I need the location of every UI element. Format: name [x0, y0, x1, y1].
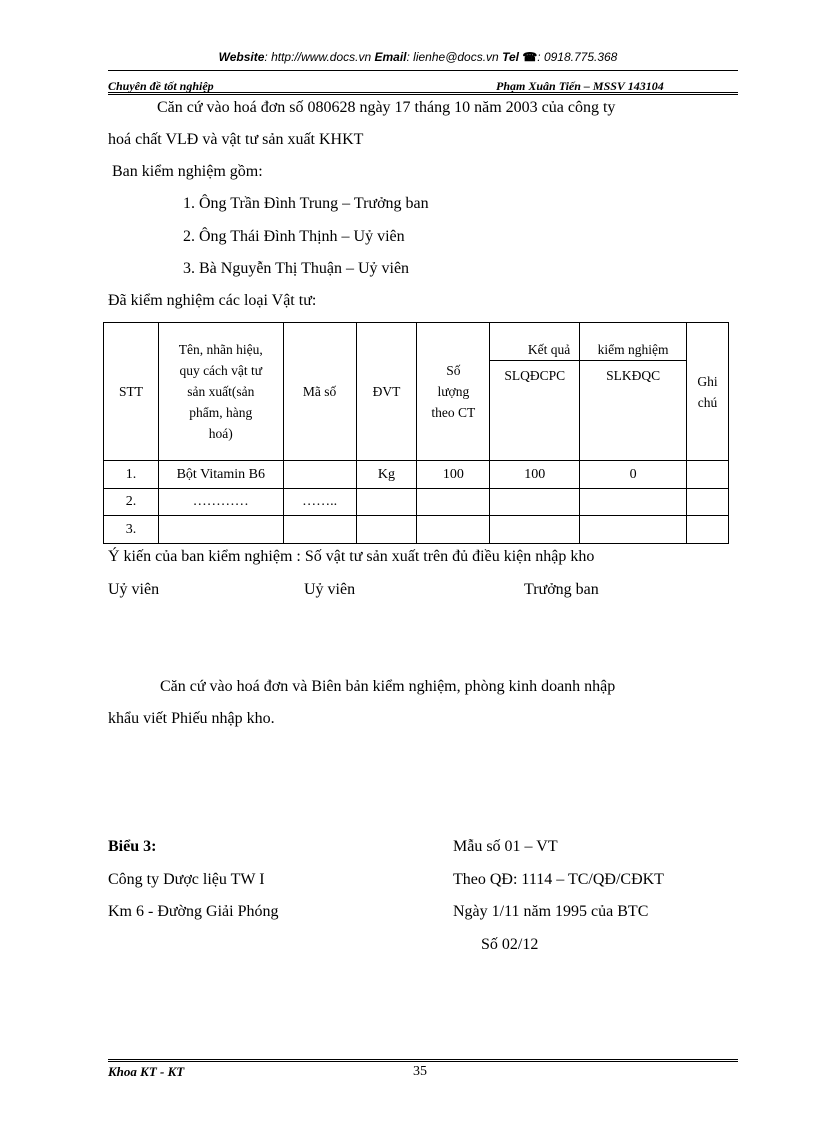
- cell-note: [687, 461, 729, 489]
- cell-slq: [490, 516, 580, 544]
- header-slk-label: SLKĐQC: [606, 368, 661, 383]
- header-unit: ĐVT: [356, 323, 417, 461]
- form-address: Km 6 - Đường Giải Phóng: [108, 903, 279, 920]
- website-value: : http://www.docs.vn: [264, 50, 372, 64]
- cell-code: ……..: [283, 489, 356, 516]
- header-rule-bottom-2: [108, 94, 738, 95]
- cell-slq: 100: [490, 461, 580, 489]
- member-2: 2. Ông Thái Đình Thịnh – Uỷ viên: [183, 228, 405, 245]
- header-slq: [490, 323, 580, 461]
- header-result-a: Kết quả: [490, 339, 580, 361]
- cell-code: [283, 516, 356, 544]
- header-note: [687, 323, 729, 461]
- header-note-line: Ghi: [697, 373, 718, 389]
- intro-line-2: hoá chất VLĐ và vật tư sản xuất KHKT: [108, 131, 364, 148]
- tested-label: Đã kiểm nghiệm các loại Vật tư:: [108, 292, 317, 309]
- cell-unit: [356, 489, 417, 516]
- header-slk: [580, 323, 687, 461]
- header-name-line: quy cách vật tư: [179, 363, 263, 378]
- cell-slq: [490, 489, 580, 516]
- signature-member-1: Uỷ viên: [108, 581, 160, 598]
- header-stt: STT: [104, 323, 159, 461]
- header-right-note: Phạm Xuân Tiến – MSSV 143104: [496, 79, 664, 93]
- tel-label: Tel: [502, 50, 519, 64]
- cell-name: [158, 516, 283, 544]
- table-row: [104, 489, 729, 516]
- header-qty-line: theo CT: [431, 405, 476, 420]
- signature-head: Trưởng ban: [524, 581, 599, 598]
- table-header-row: [104, 323, 729, 461]
- page-number: 35: [413, 1064, 427, 1079]
- form-decision: Theo QĐ: 1114 – TC/QĐ/CĐKT: [453, 871, 664, 888]
- header-slq-label: SLQĐCPC: [504, 368, 566, 383]
- footer-rule-2: [108, 1061, 738, 1062]
- intro-line-1: Căn cứ vào hoá đơn số 080628 ngày 17 tháng 10 năm 2003 của công ty: [157, 99, 616, 116]
- cell-code: [283, 461, 356, 489]
- cell-slk: [580, 489, 687, 516]
- header-code: Mã số: [283, 323, 356, 461]
- phone-icon: ☎: [522, 50, 538, 64]
- board-label: Ban kiểm nghiệm gồm:: [112, 163, 263, 180]
- inspection-table: [103, 322, 729, 544]
- website-header: [108, 50, 728, 64]
- opinion-line: Ý kiến của ban kiểm nghiệm : Số vật tư sản xuất trên đủ điều kiện nhập kho: [108, 548, 595, 565]
- cell-note: [687, 516, 729, 544]
- cell-slk: [580, 516, 687, 544]
- table-row: [104, 461, 729, 489]
- form-date: Ngày 1/11 năm 1995 của BTC: [453, 903, 649, 920]
- cell-qty: 100: [417, 461, 490, 489]
- website-label: Website: [218, 50, 265, 64]
- header-name-line: Tên, nhãn hiệu,: [178, 342, 263, 357]
- header-left-note: Chuyên đề tốt nghiệp: [108, 79, 214, 93]
- para2-line-1: Căn cứ vào hoá đơn và Biên bản kiểm nghiệm, phòng kinh doanh nhập: [160, 678, 616, 695]
- member-1: 1. Ông Trần Đình Trung – Trưởng ban: [183, 195, 429, 212]
- cell-qty: [417, 489, 490, 516]
- header-name: [158, 323, 283, 461]
- header-rule-top: [108, 70, 738, 71]
- member-3: 3. Bà Nguyễn Thị Thuận – Uỷ viên: [183, 260, 410, 277]
- cell-unit: [356, 516, 417, 544]
- footer-department: Khoa KT - KT: [108, 1064, 185, 1079]
- para2-line-2: khẩu viết Phiếu nhập kho.: [108, 710, 275, 727]
- table-row: [104, 516, 729, 544]
- header-qty-line: Số: [446, 363, 461, 378]
- cell-stt: 2.: [104, 489, 159, 516]
- form-company: Công ty Dược liệu TW I: [108, 871, 265, 888]
- header-name-line: hoá): [208, 426, 233, 441]
- header-qty: [417, 323, 490, 461]
- tel-value: : 0918.775.368: [537, 50, 618, 64]
- header-result-b: kiểm nghiệm: [580, 339, 686, 361]
- cell-stt: 3.: [104, 516, 159, 544]
- cell-stt: 1.: [104, 461, 159, 489]
- form-number-template: Mẫu số 01 – VT: [453, 838, 558, 855]
- header-qty-line: lượng: [437, 384, 470, 399]
- cell-unit: Kg: [356, 461, 417, 489]
- email-value: : lienhe@docs.vn: [406, 50, 499, 64]
- cell-slk: 0: [580, 461, 687, 489]
- footer-rule-1: [108, 1059, 738, 1060]
- form-title: Biểu 3:: [108, 838, 157, 855]
- header-note-line: chú: [697, 394, 718, 410]
- email-label: Email: [374, 50, 407, 64]
- cell-note: [687, 489, 729, 516]
- cell-name: …………: [158, 489, 283, 516]
- header-name-line: phẩm, hàng: [189, 405, 253, 420]
- header-rule-bottom: [108, 92, 738, 93]
- cell-qty: [417, 516, 490, 544]
- signature-member-2: Uỷ viên: [304, 581, 356, 598]
- header-name-line: sản xuất(sản: [187, 384, 255, 399]
- cell-name: Bột Vitamin B6: [158, 461, 283, 489]
- form-sequence: Số 02/12: [481, 936, 539, 953]
